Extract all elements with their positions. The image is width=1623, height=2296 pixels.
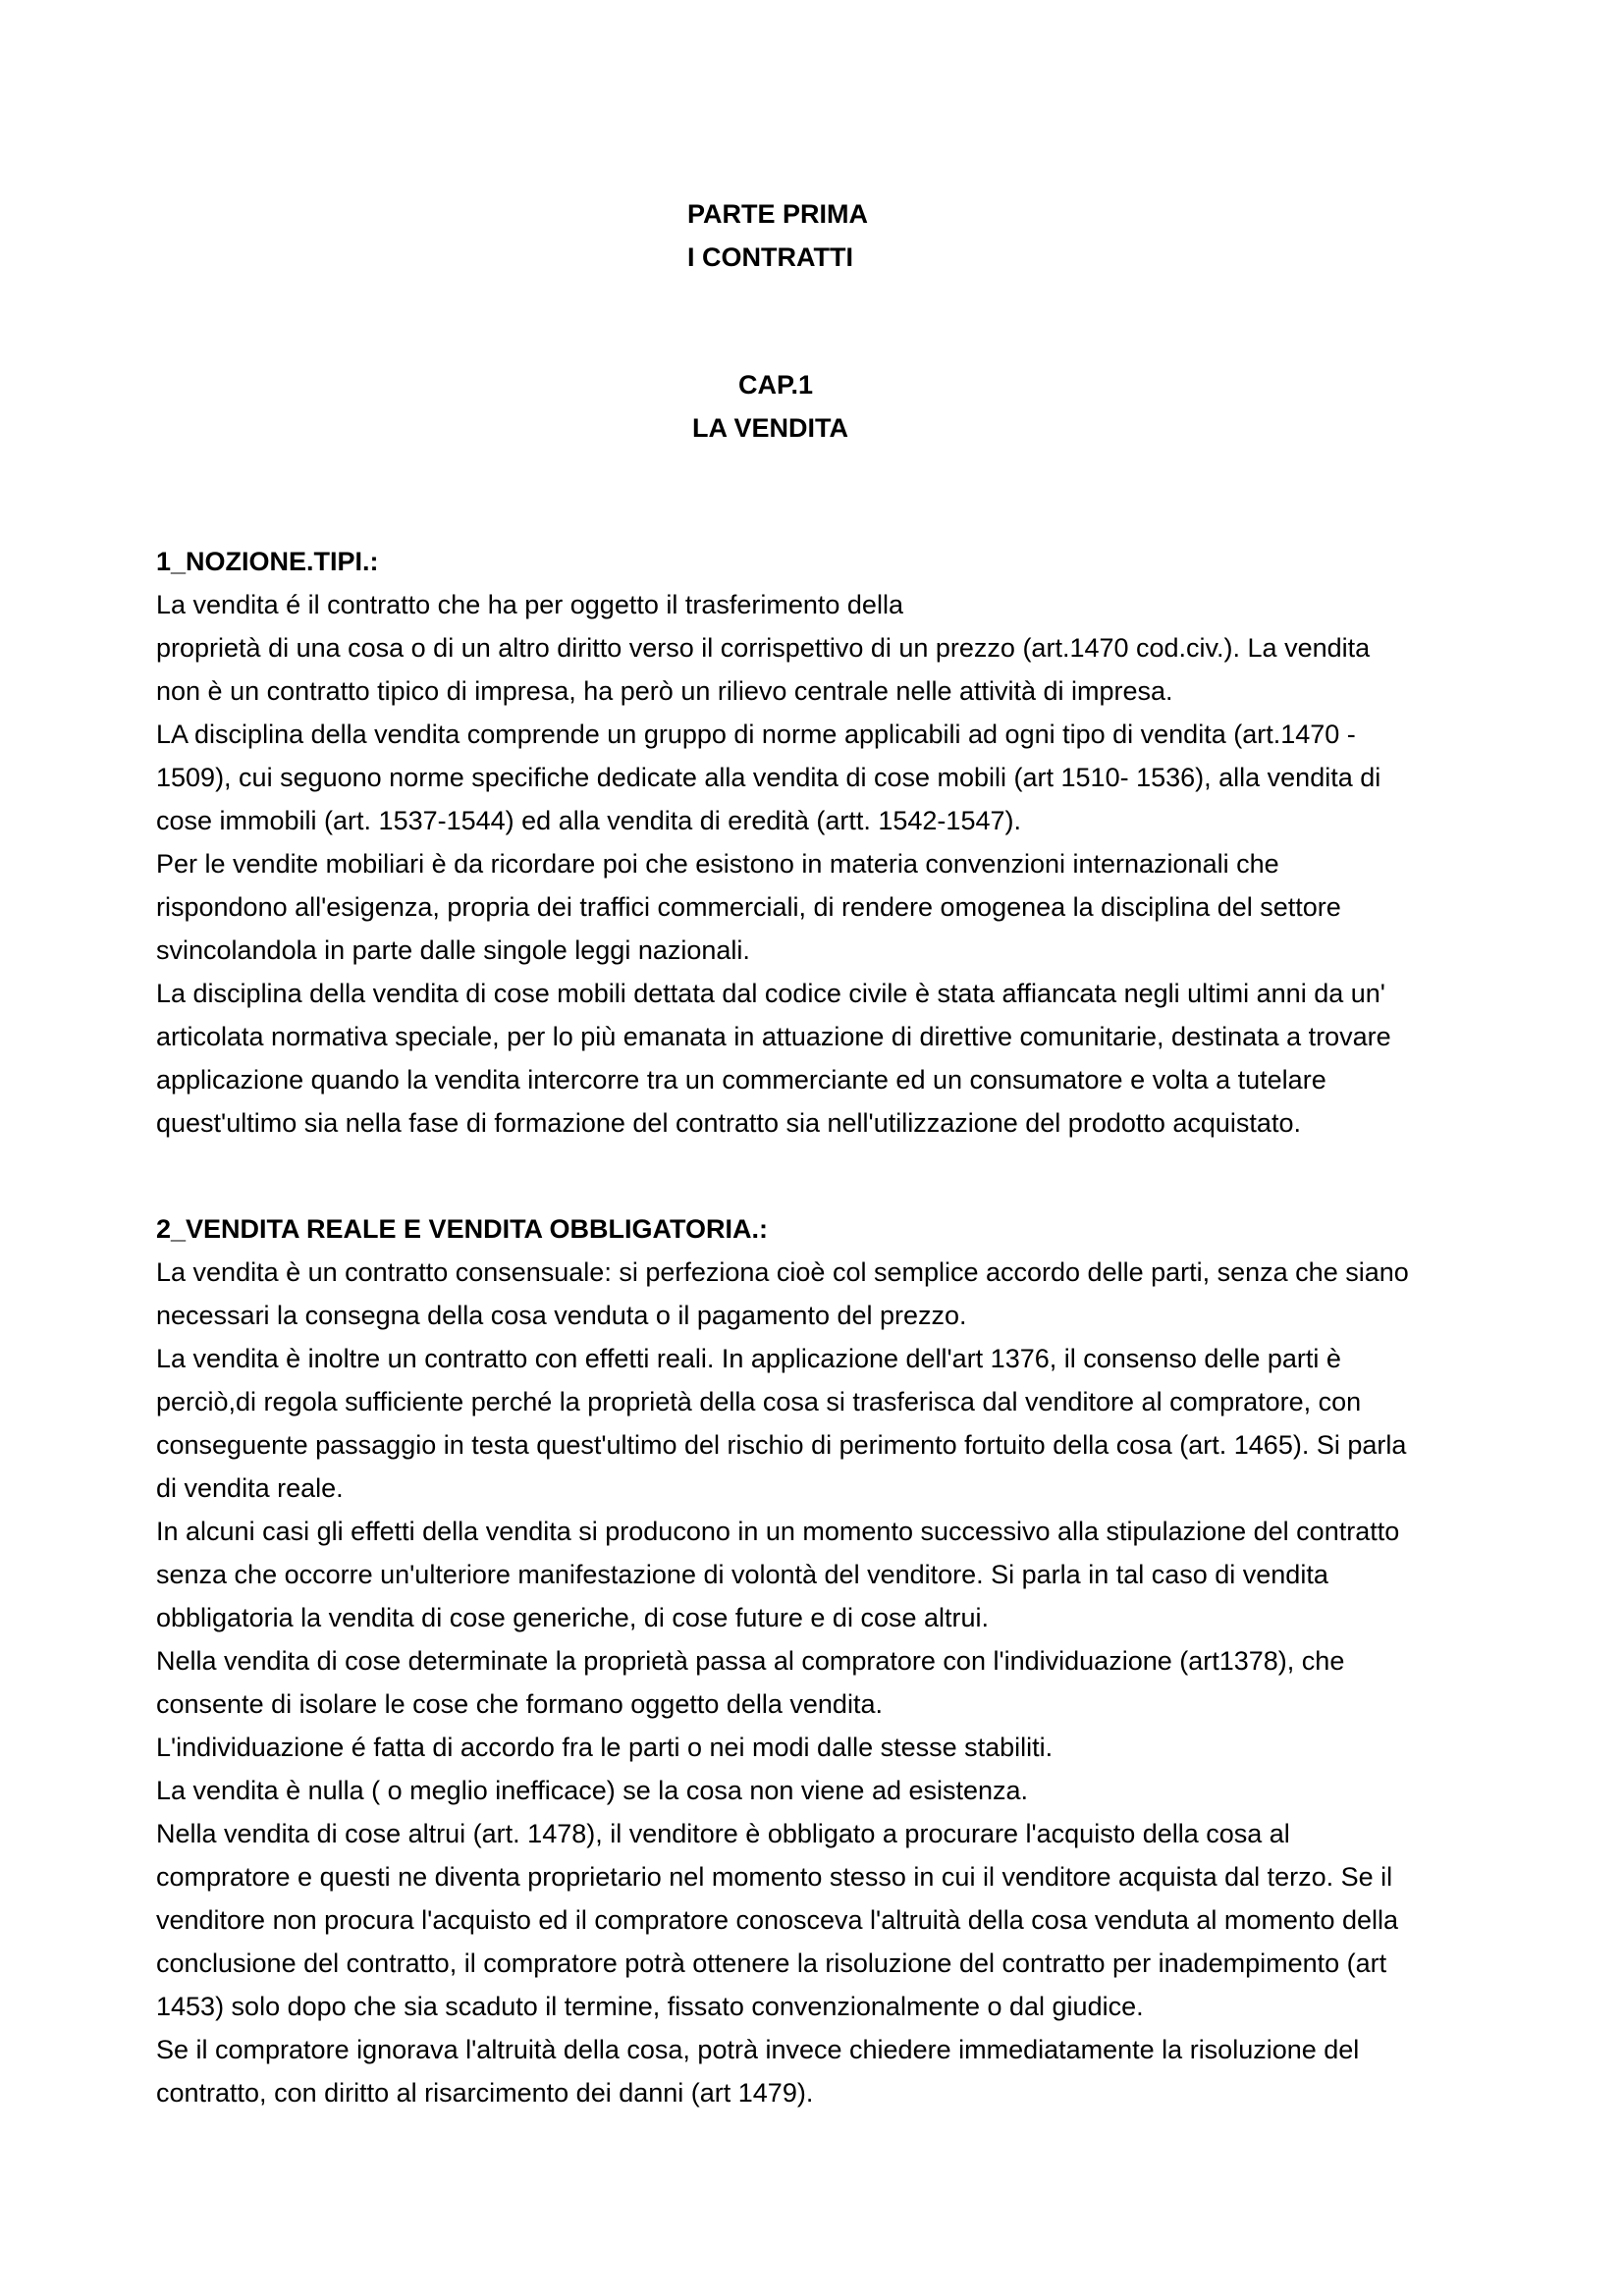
section-nozione-tipi <box>156 540 1491 1145</box>
chapter-title: LA VENDITA <box>692 413 848 443</box>
paragraph-line: conclusione del contratto, il compratore potrà ottenere la risoluzione del contratto per inadempimento (art <box>156 1949 1387 1978</box>
paragraph-line: necessari la consegna della cosa venduta o il pagamento del prezzo. <box>156 1301 967 1330</box>
paragraph-line: consente di isolare le cose che formano oggetto della vendita. <box>156 1689 883 1719</box>
section-vendita-reale-obbligatoria <box>156 1207 1491 2114</box>
paragraph-line: compratore e questi ne diventa proprietario nel momento stesso in cui il venditore acquista dal terzo. Se il <box>156 1862 1393 1892</box>
section-title: 2_VENDITA REALE E VENDITA OBBLIGATORIA.: <box>156 1214 769 1244</box>
paragraph-line: La vendita è nulla ( o meglio inefficace) se la cosa non viene ad esistenza. <box>156 1776 1029 1805</box>
paragraph-line: cose immobili (art. 1537-1544) ed alla vendita di eredità (artt. 1542-1547). <box>156 806 1021 835</box>
paragraph-line: proprietà di una cosa o di un altro diritto verso il corrispettivo di un prezzo (art.1470 cod.civ.). La vendita <box>156 633 1371 663</box>
paragraph-line: applicazione quando la vendita intercorre tra un commerciante ed un consumatore e volta a tutelare <box>156 1065 1326 1095</box>
paragraph-line: 1453) solo dopo che sia scaduto il termine, fissato convenzionalmente o dal giudice. <box>156 1992 1144 2021</box>
paragraph-line: La vendita è inoltre un contratto con effetti reali. In applicazione dell'art 1376, il consenso delle parti è <box>156 1344 1341 1373</box>
chapter-heading <box>692 363 848 450</box>
paragraph-line: La disciplina della vendita di cose mobili dettata dal codice civile è stata affiancata negli ultimi anni da un' <box>156 979 1385 1008</box>
paragraph-line: L'individuazione é fatta di accordo fra le parti o nei modi dalle stesse stabiliti. <box>156 1733 1054 1762</box>
paragraph-line: In alcuni casi gli effetti della vendita si producono in un momento successivo alla stipulazione del contratto <box>156 1517 1400 1546</box>
part-label: PARTE PRIMA <box>687 199 869 229</box>
paragraph-line: Per le vendite mobiliari è da ricordare poi che esistono in materia convenzioni internazionali che <box>156 849 1279 879</box>
paragraph-line: senza che occorre un'ulteriore manifestazione di volontà del venditore. Si parla in tal caso di vendita <box>156 1560 1328 1589</box>
paragraph-line: perciò,di regola sufficiente perché la proprietà della cosa si trasferisca dal venditore al compratore, con <box>156 1387 1362 1416</box>
paragraph-line: articolata normativa speciale, per lo più emanata in attuazione di direttive comunitarie, destinata a trovare <box>156 1022 1391 1051</box>
paragraph-line: Se il compratore ignorava l'altruità della cosa, potrà invece chiedere immediatamente la risoluzione del <box>156 2035 1360 2064</box>
paragraph-line: conseguente passaggio in testa quest'ultimo del rischio di perimento fortuito della cosa (art. 1465). Si parla <box>156 1430 1407 1460</box>
paragraph-line: venditore non procura l'acquisto ed il compratore conosceva l'altruità della cosa venduta al momento della <box>156 1905 1399 1935</box>
paragraph-line: rispondono all'esigenza, propria dei traffici commerciali, di rendere omogenea la disciplina del settore <box>156 892 1341 922</box>
paragraph-line: di vendita reale. <box>156 1473 344 1503</box>
paragraph-line: svincolandola in parte dalle singole leggi nazionali. <box>156 935 750 965</box>
paragraph-line: quest'ultimo sia nella fase di formazione del contratto sia nell'utilizzazione del prodotto acquistato. <box>156 1108 1301 1138</box>
paragraph-line: non è un contratto tipico di impresa, ha però un rilievo centrale nelle attività di impresa. <box>156 676 1173 706</box>
paragraph-line: Nella vendita di cose determinate la proprietà passa al compratore con l'individuazione (art1378), che <box>156 1646 1345 1676</box>
part-title: I CONTRATTI <box>687 242 853 272</box>
chapter-label: CAP.1 <box>738 370 814 400</box>
paragraph-line: Nella vendita di cose altrui (art. 1478), il venditore è obbligato a procurare l'acquisto della cosa al <box>156 1819 1290 1848</box>
paragraph-line: LA disciplina della vendita comprende un gruppo di norme applicabili ad ogni tipo di vendita (art.1470 - <box>156 720 1356 749</box>
paragraph-line: La vendita é il contratto che ha per oggetto il trasferimento della <box>156 590 903 619</box>
paragraph-line: contratto, con diritto al risarcimento dei danni (art 1479). <box>156 2078 814 2108</box>
section-title: 1_NOZIONE.TIPI.: <box>156 547 379 576</box>
part-heading <box>687 192 868 279</box>
paragraph-line: La vendita è un contratto consensuale: si perfeziona cioè col semplice accordo delle parti, senza che siano <box>156 1257 1409 1287</box>
paragraph-line: obbligatoria la vendita di cose generiche, di cose future e di cose altrui. <box>156 1603 990 1632</box>
paragraph-line: 1509), cui seguono norme specifiche dedicate alla vendita di cose mobili (art 1510- 1536), alla vendita di <box>156 763 1381 792</box>
